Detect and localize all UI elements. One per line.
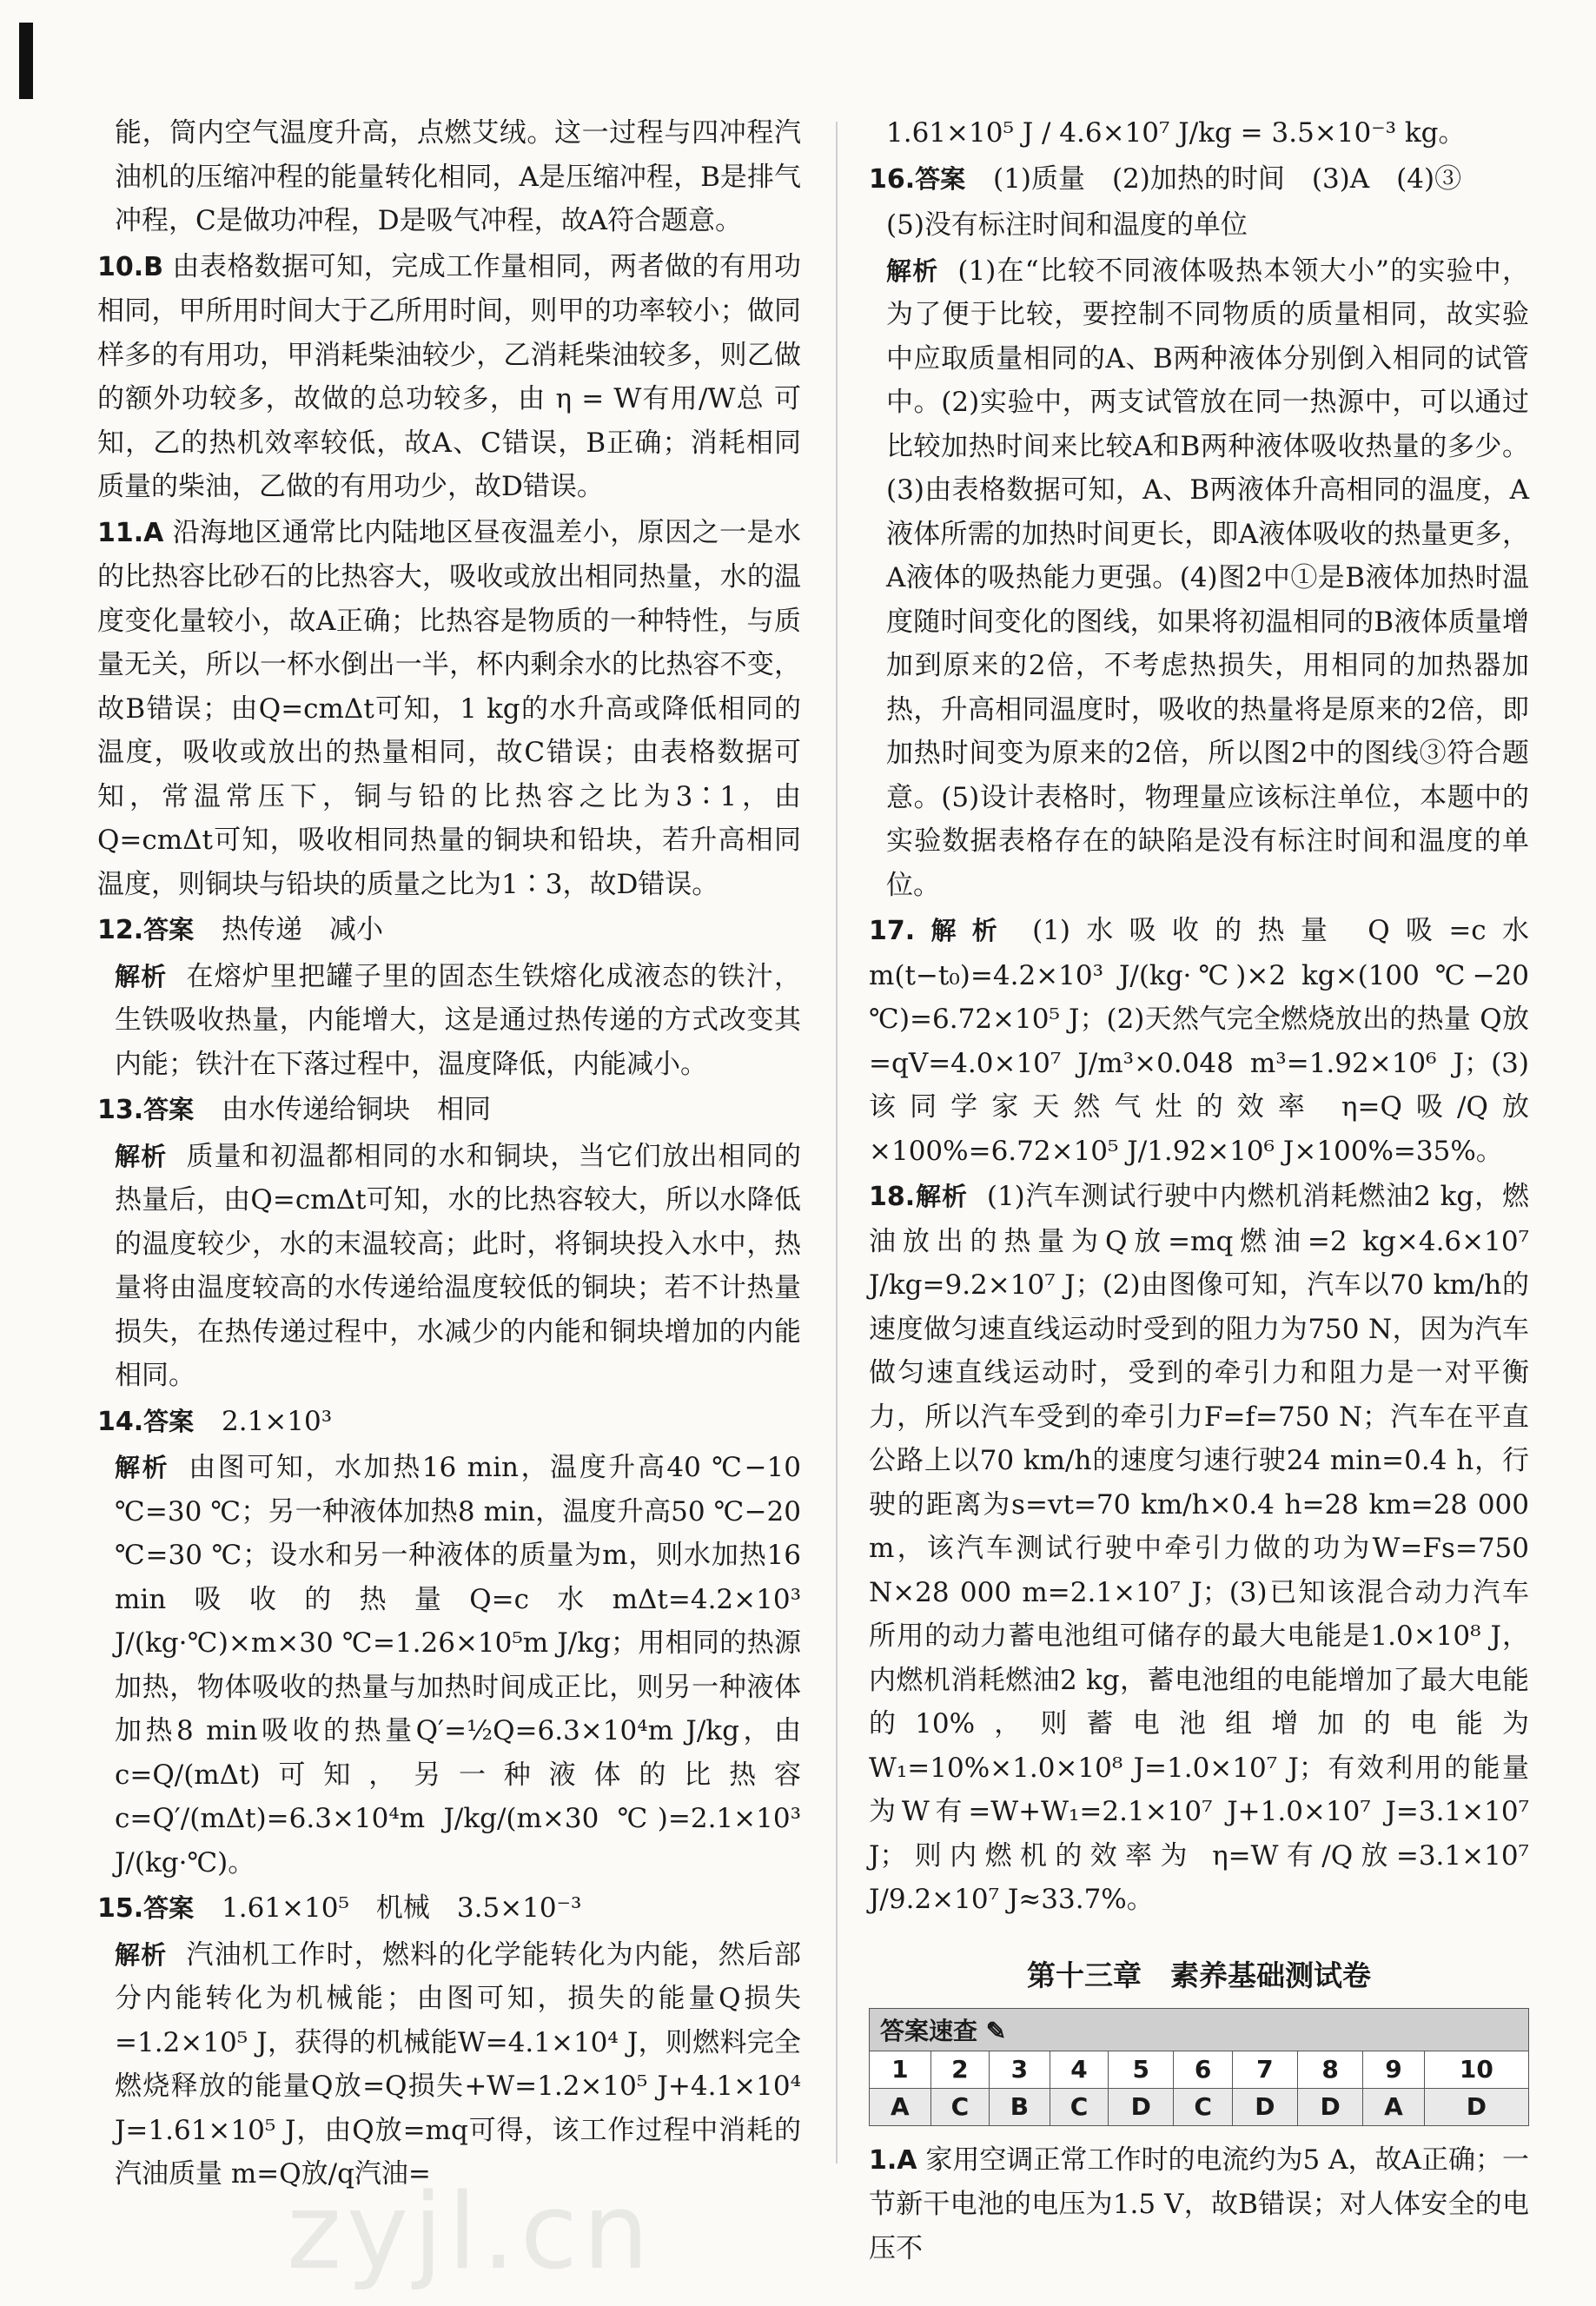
question-12-explanation	[97, 955, 801, 1087]
question-17	[869, 909, 1529, 1173]
paragraph-continued: 能，筒内空气温度升高，点燃艾绒。这一过程与四冲程汽油机的压缩冲程的能量转化相同，A是压缩冲程，B是排气冲程，C是做功冲程，D是吸气冲程，故A符合题意。	[115, 117, 801, 236]
question-cell: 7	[1232, 2051, 1297, 2088]
pencil-icon: ✎	[985, 2016, 1007, 2045]
answer-key-header	[869, 2008, 1529, 2051]
explanation-tag: 解析	[886, 255, 939, 286]
question-13-explanation	[97, 1135, 801, 1398]
formula-continued: 1.61×10⁵ J / 4.6×10⁷ J/kg = 3.5×10⁻³ kg。	[886, 117, 1466, 149]
explanation-text: 汽油机工作时，燃料的化学能转化为内能，然后部分内能转化为机械能；由图可知，损失的能量Q损失=1.2×10⁵ J，获得的机械能W=4.1×10⁴ J，则燃料完全燃烧释放的能量Q放=Q损失+W=1.2×10⁵ J+4.1×10⁴ J=1.61×10⁵ J，由Q放=mq可得，该工作过程中消耗的汽油质量 m=Q放/q汽油=	[115, 1938, 801, 2190]
question-text: 家用空调正常工作时的电流约为5 A，故A正确；一节新干电池的电压为1.5 V，故B错误；对人体安全的电压不	[869, 2144, 1529, 2264]
question-cell: 2	[930, 2051, 989, 2088]
question-15-explanation	[97, 1933, 801, 2197]
answer-key-answer-row	[870, 2088, 1529, 2125]
explanation-text: (1)水吸收的热量 Q吸=c水m(t−t₀)=4.2×10³ J/(kg·℃)×2 kg×(100 ℃−20 ℃)=6.72×10⁵ J；(2)天然气完全燃烧放出的热量 Q放=qV=4.0×10⁷ J/m³×0.048 m³=1.92×10⁶ J；(3)该同学家天然气灶的效率 η=Q吸/Q放×100%=6.72×10⁵ J/1.92×10⁶ J×100%=35%。	[869, 915, 1529, 1167]
explanation-text: (1)在“比较不同液体吸热本领大小”的实验中，为了便于比较，要控制不同物质的质量相同，故实验中应取质量相同的A、B两种液体分别倒入相同的试管中。(2)实验中，两支试管放在同一热源中，可以通过比较加热时间来比较A和B两种液体吸收热量的多少。(3)由表格数据可知，A、B两液体升高相同的温度，A液体所需的加热时间更长，即A液体吸收的热量更多，A液体的吸热能力更强。(4)图2中①是B液体加热时温度随时间变化的图线，如果将初温相同的B液体质量增加到原来的2倍，不考虑热损失，用相同的加热器加热，升高相同温度时，吸收的热量将是原来的2倍，即加热时间变为原来的2倍，所以图2中的图线③符合题意。(5)设计表格时，物理量应该标注单位，本题中的实验数据表格存在的缺陷是没有标注时间和温度的单位。	[886, 255, 1529, 901]
answer-cell: D	[1232, 2088, 1297, 2125]
explanation-tag: 解析	[115, 961, 168, 991]
question-16-answer-5: (5)没有标注时间和温度的单位	[886, 209, 1248, 241]
answer-cell: C	[1050, 2088, 1108, 2125]
question-number: 18.	[869, 1182, 916, 1212]
question-cell: 1	[870, 2051, 931, 2088]
question-10	[97, 245, 801, 509]
explanation-tag: 解析	[915, 1182, 968, 1211]
answer-tag: 答案	[143, 1095, 195, 1124]
question-cell: 5	[1109, 2051, 1174, 2088]
question-text: 沿海地区通常比内陆地区昼夜温差小，原因之一是水的比热容比砂石的比热容大，吸收或放出相同热量，水的温度变化量较小，故A正确；比热容是物质的一种特性，与质量无关，所以一杯水倒出一半，杯内剩余水的比热容不变，故B错误；由Q=cmΔt可知，1 kg的水升高或降低相同的温度，吸收或放出的热量相同，故C错误；由表格数据可知，常温常压下，铜与铅的比热容之比为3∶1，由Q=cmΔt可知，吸收相同热量的铜块和铅块，若升高相同温度，则铜块与铅块的质量之比为1∶3，故D错误。	[97, 516, 801, 900]
explanation-tag: 解析	[115, 1939, 168, 1970]
explanation-text: (1)汽车测试行驶中内燃机消耗燃油2 kg，燃油放出的热量为Q放=mq燃油=2 kg×4.6×10⁷ J/kg=9.2×10⁷ J；(2)由图像可知，汽车以70 km/h的速度做匀速直线运动时受到的阻力为750 N，因为汽车做匀速直线运动时，受到的牵引力和阻力是一对平衡力，所以汽车受到的牵引力F=f=750 N；汽车在平直公路上以70 km/h的速度匀速行驶24 min=0.4 h，行驶的距离为s=vt=70 km/h×0.4 h=28 km=28 000 m，该汽车测试行驶中牵引力做的功为W=Fs=750 N×28 000 m=2.1×10⁷ J；(3)已知该混合动力汽车所用的动力蓄电池组可储存的最大电能是1.0×10⁸ J，内燃机消耗燃油2 kg，蓄电池组的电能增加了最大电能的10%，则蓄电池组增加的电能为W₁=10%×1.0×10⁸ J=1.0×10⁷ J；有效利用的能量为W有=W+W₁=2.1×10⁷ J+1.0×10⁷ J=3.1×10⁷ J；则内燃机的效率为 η=W有/Q放=3.1×10⁷ J/9.2×10⁷ J≈33.7%。	[869, 1181, 1529, 1915]
question-number: 13.	[97, 1095, 144, 1125]
question-16-answer	[869, 157, 1529, 202]
question-cell: 10	[1424, 2051, 1528, 2088]
question-14-answer	[97, 1400, 801, 1445]
explanation-text: 质量和初温都相同的水和铜块，当它们放出相同的热量后，由Q=cmΔt可知，水的比热容较大，所以水降低的温度较少，水的末温较高；此时，将铜块投入水中，热量将由温度较高的水传递给温度较低的铜块；若不计热量损失，在热传递过程中，水减少的内能和铜块增加的内能相同。	[115, 1140, 801, 1391]
explanation-tag: 解析	[915, 916, 1014, 945]
chapter-title: 第十三章 素养基础测试卷	[1027, 1958, 1371, 1992]
answer-text: 由水传递给铜块 相同	[222, 1094, 492, 1125]
explanation-tag: 解析	[115, 1141, 168, 1171]
answer-cell: C	[930, 2088, 989, 2125]
question-number: 16.	[869, 163, 916, 195]
column-divider	[836, 122, 838, 2164]
right-column	[869, 111, 1529, 2272]
watermark: zyjl.cn	[287, 2172, 654, 2293]
explanation-tag: 解析	[115, 1453, 170, 1482]
answer-key-table	[869, 2051, 1529, 2126]
question-number: 17.	[869, 916, 916, 946]
question-cell: 8	[1297, 2051, 1362, 2088]
question-13-answer	[97, 1088, 801, 1133]
left-column	[97, 111, 801, 2198]
question-14-explanation	[97, 1446, 801, 1885]
question-number: 1.A	[869, 2144, 917, 2176]
explanation-text: 在熔炉里把罐子里的固态生铁熔化成液态的铁汁，生铁吸收热量，内能增大，这是通过热传递的方式改变其内能；铁汁在下落过程中，温度降低，内能减小。	[115, 960, 801, 1080]
question-number: 15.	[97, 1893, 144, 1924]
question-1	[869, 2138, 1529, 2271]
answer-tag: 答案	[143, 1893, 195, 1923]
question-cell: 4	[1050, 2051, 1108, 2088]
answer-cell: A	[1363, 2088, 1425, 2125]
question-cell: 6	[1174, 2051, 1232, 2088]
question-number: 12.	[97, 915, 144, 945]
page-spine-mark	[19, 23, 33, 99]
question-11	[97, 511, 801, 907]
answer-text: 热传递 减小	[222, 914, 384, 945]
answer-cell: A	[870, 2088, 931, 2125]
question-text: 由表格数据可知，完成工作量相同，两者做的有用功相同，甲所用时间大于乙所用时间，则甲的功率较小；做同样多的有用功，甲消耗柴油较少，乙消耗柴油较多，则乙做的额外功较多，故做的总功较多，由 η = W有用/W总 可知，乙的热机效率较低，故A、C错误，B正确；消耗相同质量的柴油，乙做的有用功少，故D错误。	[97, 250, 801, 502]
answer-cell: D	[1424, 2088, 1528, 2125]
answer-key-title: 答案速查	[880, 2016, 978, 2045]
answer-tag: 答案	[143, 1406, 195, 1436]
answer-tag: 答案	[143, 915, 195, 944]
question-16-explanation	[869, 249, 1529, 908]
question-number: 11.A	[97, 517, 164, 548]
question-12-answer	[97, 908, 801, 953]
question-number: 10.B	[97, 251, 164, 282]
answer-cell: D	[1109, 2088, 1174, 2125]
answer-cell: D	[1297, 2088, 1362, 2125]
explanation-text: 由图可知，水加热16 min，温度升高40 ℃−10 ℃=30 ℃；另一种液体加热8 min，温度升高50 ℃−20 ℃=30 ℃；设水和另一种液体的质量为m，则水加热16 min吸收的热量Q=c水mΔt=4.2×10³ J/(kg·℃)×m×30 ℃=1.26×10⁵m J/kg；用相同的热源加热，物体吸收的热量与加热时间成正比，则另一种液体加热8 min吸收的热量Q′=½Q=6.3×10⁴m J/kg，由c=Q/(mΔt)可知，另一种液体的比热容 c=Q′/(mΔt)=6.3×10⁴m J/kg/(m×30 ℃)=2.1×10³ J/(kg·℃)。	[115, 1452, 801, 1879]
question-18	[869, 1175, 1529, 1922]
question-cell: 9	[1363, 2051, 1425, 2088]
answer-cell: C	[1174, 2088, 1232, 2125]
answer-text: 1.61×10⁵ 机械 3.5×10⁻³	[222, 1892, 582, 1924]
answer-text: (1)质量 (2)加热的时间 (3)A (4)③	[993, 162, 1462, 195]
question-number: 14.	[97, 1406, 144, 1437]
answer-text: 2.1×10³	[222, 1405, 333, 1437]
answer-key-question-row	[870, 2051, 1529, 2088]
answer-tag: 答案	[915, 163, 966, 194]
question-15-answer	[97, 1886, 801, 1932]
question-cell: 3	[990, 2051, 1050, 2088]
answer-cell: B	[990, 2088, 1050, 2125]
